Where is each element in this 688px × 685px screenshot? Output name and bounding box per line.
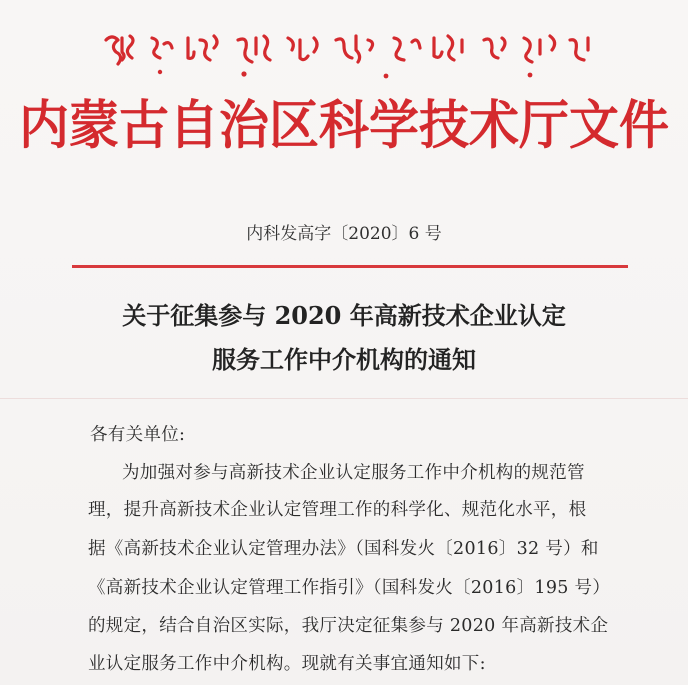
body-paragraph-line: 为加强对参与高新技术企业认定服务工作中介机构的规范管 — [122, 463, 585, 483]
red-divider-line — [72, 265, 628, 268]
notice-title-line-2: 服务工作中介机构的通知 — [212, 345, 476, 374]
body-paragraph-line: 理，提升高新技术企业认定管理工作的科学化、规范化水平，根 — [88, 500, 587, 520]
salutation: 各有关单位: — [90, 425, 186, 445]
body-paragraph-line: 据《高新技术企业认定管理办法》（国科发火〔2016〕32 号）和 — [88, 539, 599, 559]
body-paragraph-line: 《高新技术企业认定管理工作指引》（国科发火〔2016〕195 号） — [88, 578, 611, 598]
body-paragraph-line: 的规定，结合自治区实际，我厅决定征集参与 2020 年高新技术企 — [88, 616, 609, 636]
body-paragraph-line: 业认定服务工作中介机构。现就有关事宜通知如下: — [88, 654, 486, 674]
page-fold-line — [0, 398, 688, 399]
notice-title-line-1: 关于征集参与 2020 年高新技术企业认定 — [122, 301, 566, 330]
agency-title: 内蒙古自治区科学技术厅文件 — [19, 93, 669, 156]
mongolian-script-header — [100, 30, 596, 90]
document-number: 内科发高字〔2020〕6 号 — [246, 224, 442, 244]
